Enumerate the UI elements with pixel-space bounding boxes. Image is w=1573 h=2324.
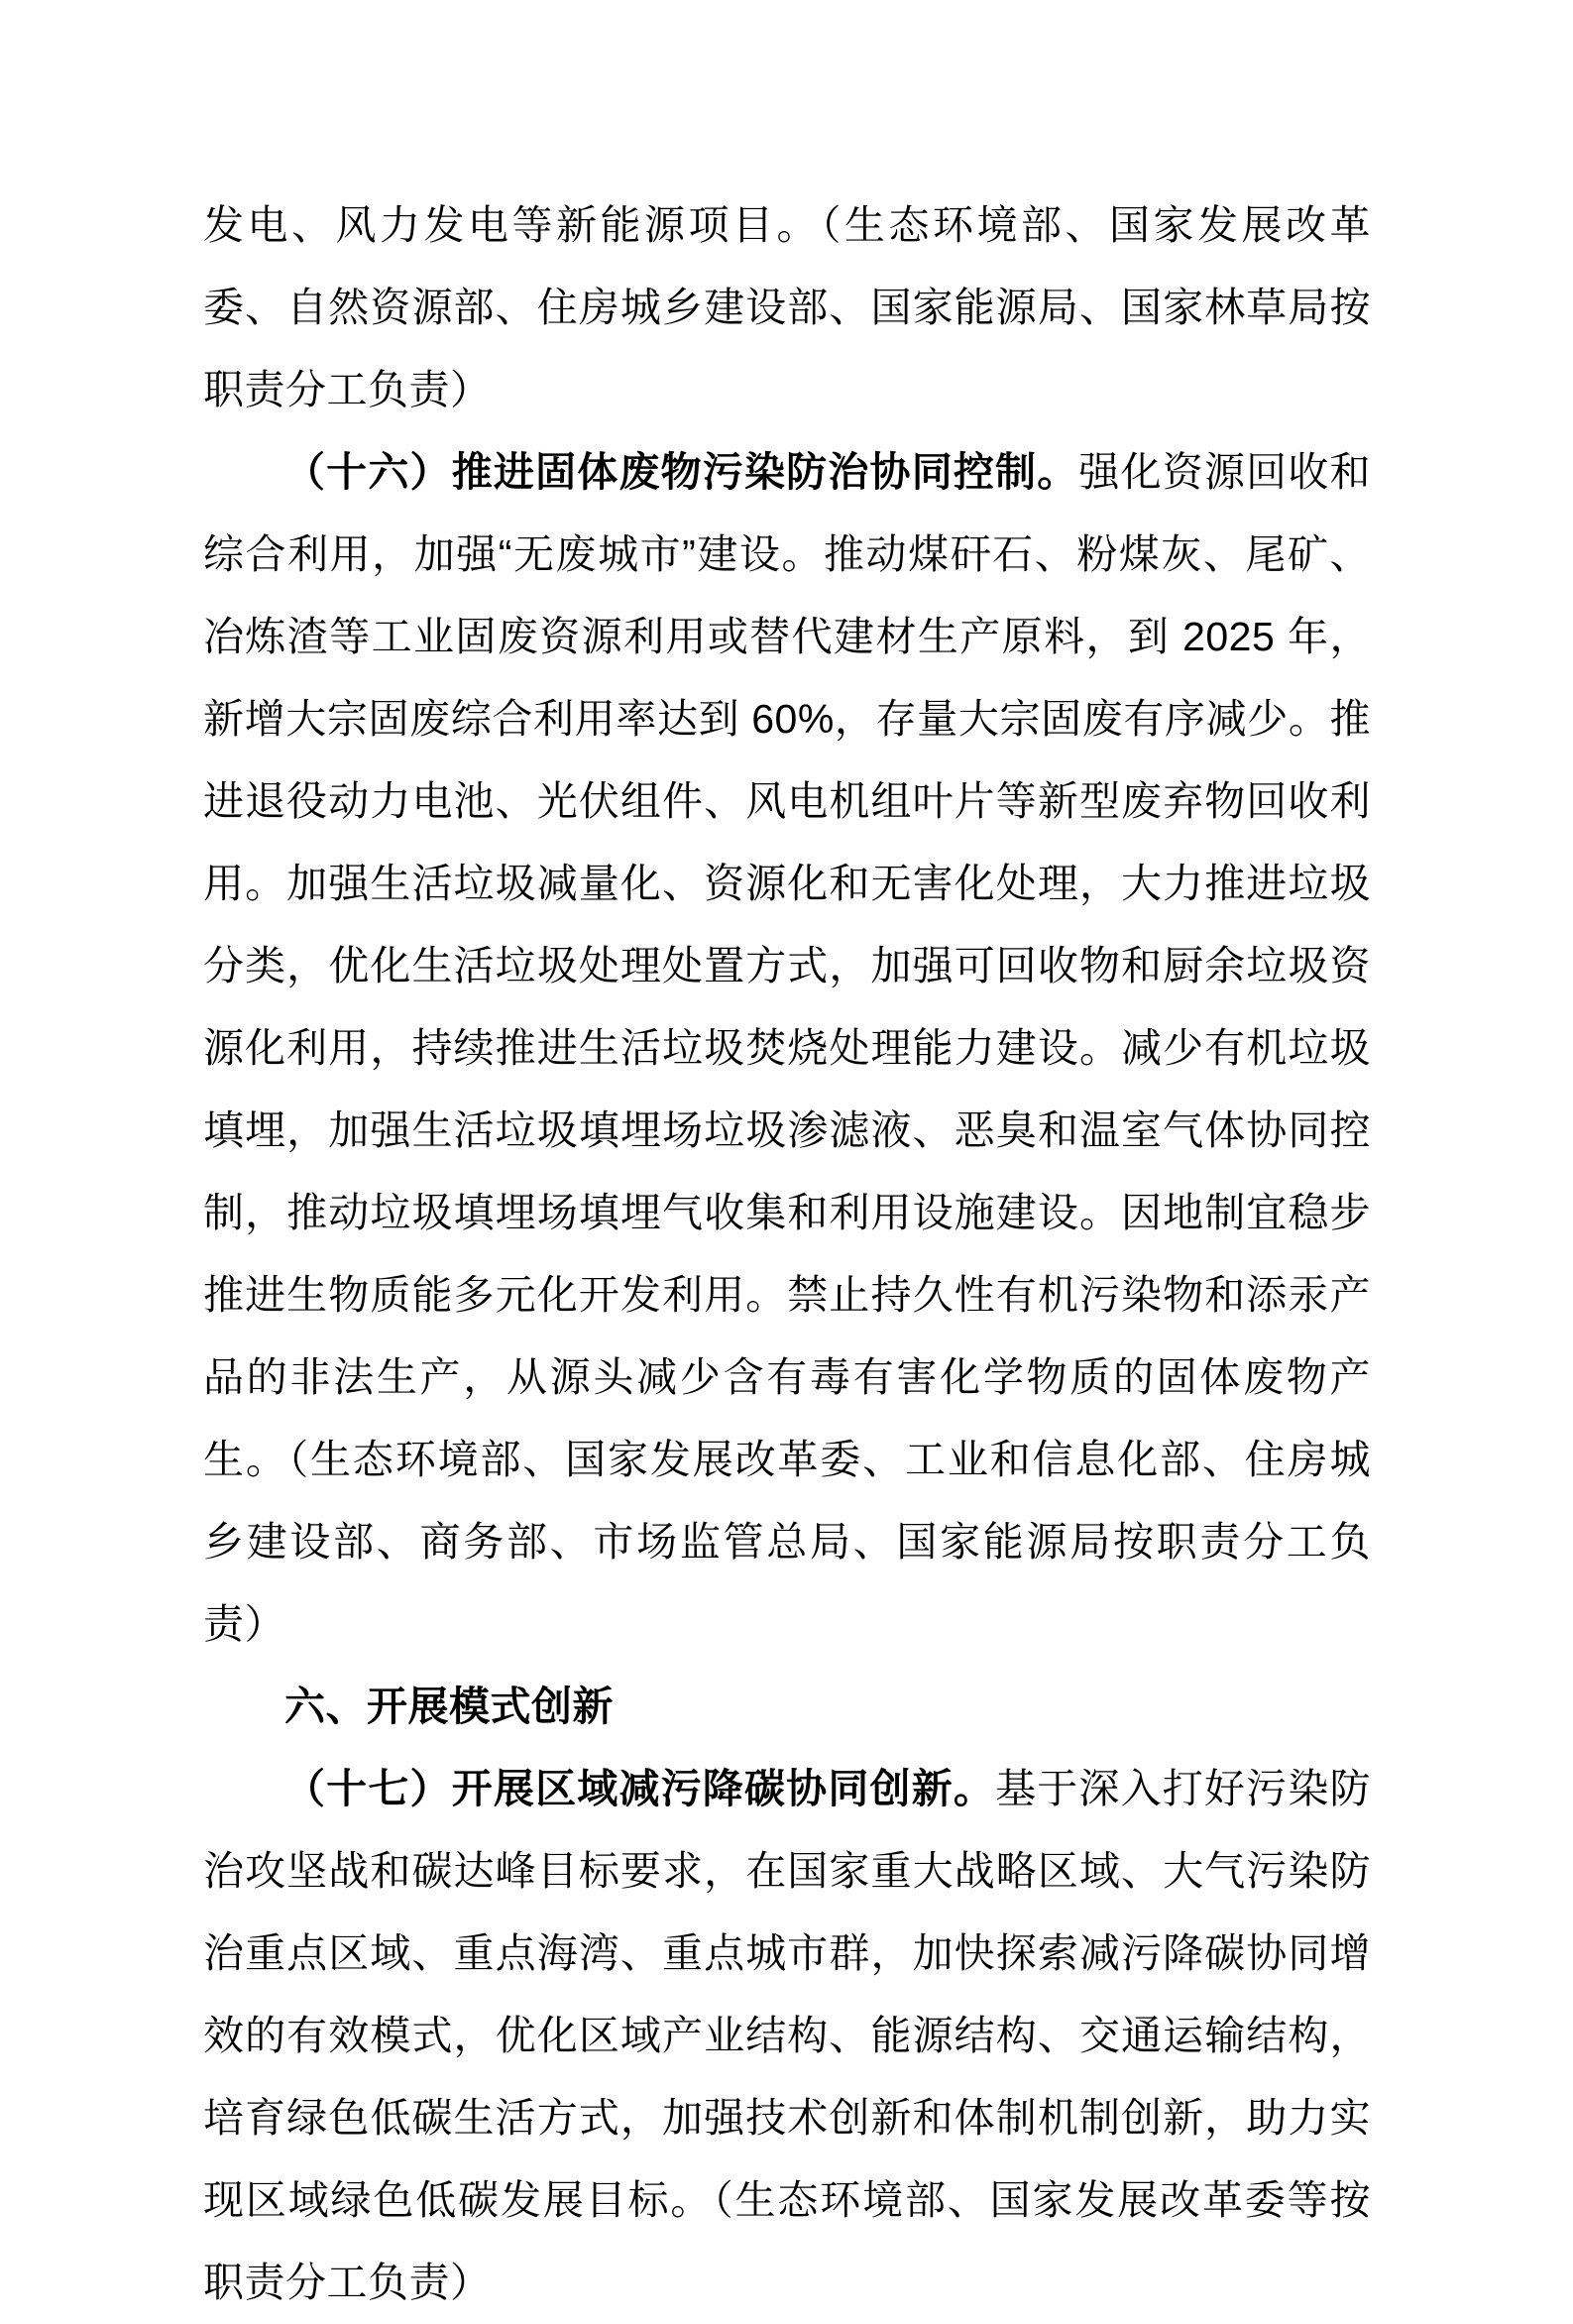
section-heading-6-text: 六、开展模式创新 xyxy=(284,1684,614,1729)
paragraph-section-17-body: 基于深入打好污染防治攻坚战和碳达峰目标要求，在国家重大战略区域、大气污染防治重点区域、重点海湾、重点城市群，加快探索减污降碳协同增效的有效模式，优化区域产业结构、能源结构、交通运输结构，培育绿色低碳生活方式，加强技术创新和体制机制创新，助力实现区域绿色低碳发展目标。（生态环境部、国家发展改革委等按职责分工负责） xyxy=(203,1766,1372,2305)
paragraph-continuation-text: 发电、风力发电等新能源项目。（生态环境部、国家发展改革委、自然资源部、住房城乡建设部、国家能源局、国家林草局按职责分工负责） xyxy=(203,202,1371,412)
paragraph-section-17-title: （十七）开展区域减污降碳协同创新。 xyxy=(284,1766,996,1811)
paragraph-section-16-body: 强化资源回收和综合利用，加强“无废城市”建设。推动煤矸石、粉煤灰、尾矿、冶炼渣等工业固废资源利用或替代建材生产原料，到 2025 年，新增大宗固废综合利用率达到 60%，存量大宗固废有序减少。推进退役动力电池、光伏组件、风电机组叶片等新型废弃物回收利用。加强生活垃圾减量化、资源化和无害化处理，大力推进垃圾分类，优化生活垃圾处理处置方式，加强可回收物和厨余垃圾资源化利用，持续推进生活垃圾焚烧处理能力建设。减少有机垃圾填埋，加强生活垃圾填埋场垃圾渗滤液、恶臭和温室气体协同控制，推动垃圾填埋场填埋气收集和利用设施建设。因地制宜稳步推进生物质能多元化开发利用。禁止持久性有机污染物和添汞产品的非法生产，从源头减少含有毒有害化学物质的固体废物产生。（生态环境部、国家发展改革委、工业和信息化部、住房城乡建设部、商务部、市场监管总局、国家能源局按职责分工负责） xyxy=(203,449,1372,1647)
text-block xyxy=(203,184,1371,2324)
paragraph-continuation xyxy=(203,184,1371,431)
paragraph-section-16 xyxy=(203,431,1371,1666)
paragraph-section-17 xyxy=(203,1748,1371,2324)
paragraph-section-16-title: （十六）推进固体废物污染防治协同控制。 xyxy=(284,449,1079,495)
section-heading-6 xyxy=(203,1666,1371,1748)
